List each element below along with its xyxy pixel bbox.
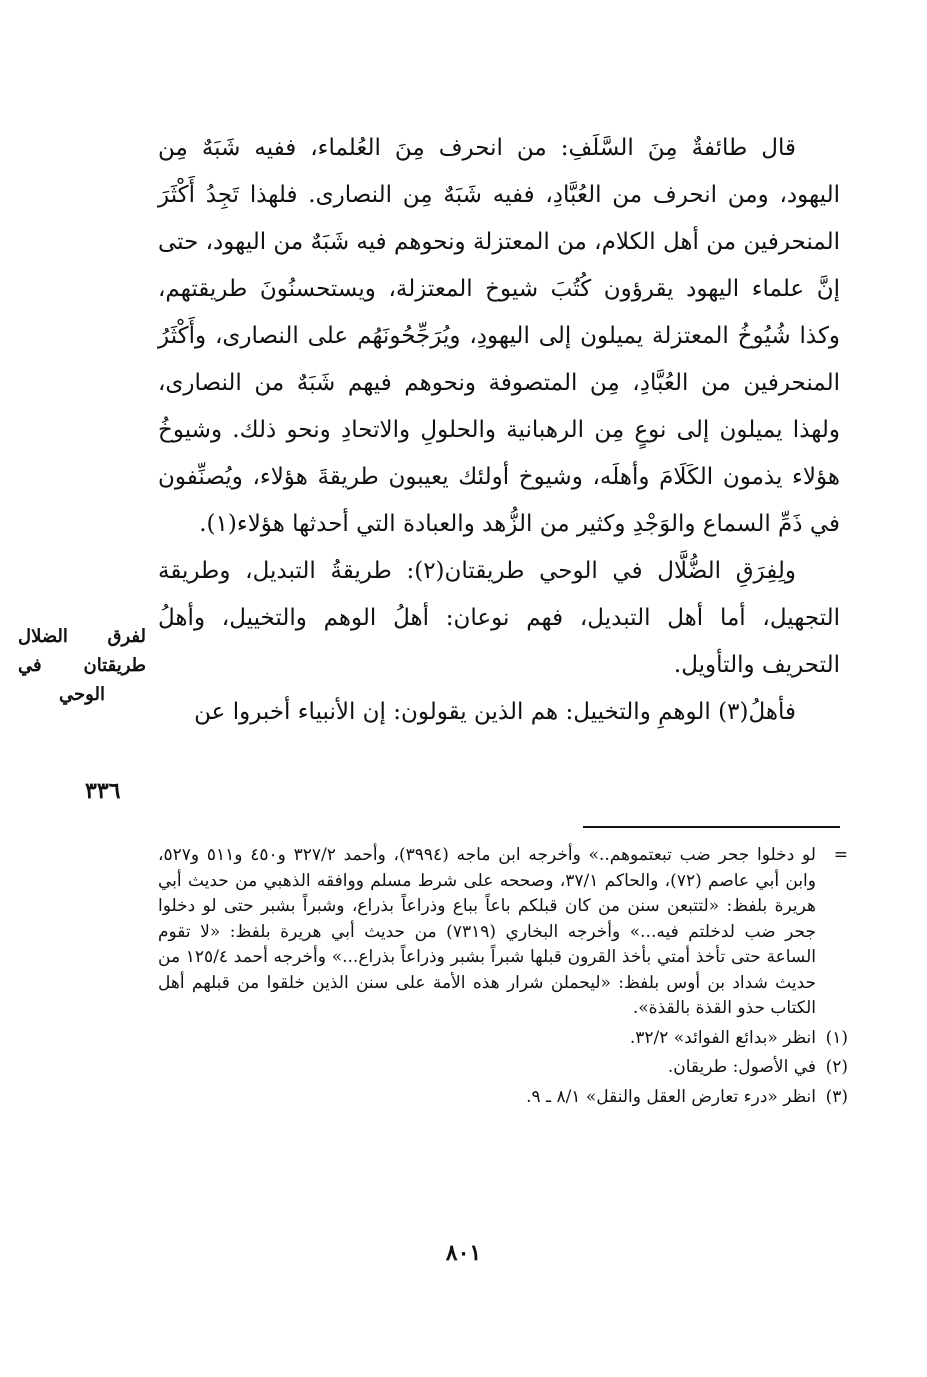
continuation-marker: = (833, 845, 848, 865)
margin-note: لفرق الضلال طريقتان في الوحي (18, 626, 146, 705)
footnote-continuation-text: لو دخلوا جحر ضب تبعتموهم..» وأخرجه ابن ماجه (٣٩٩٤)، وأحمد ٣٢٧/٢ و٤٥٠ و٥١١ و٥٢٧، وابن أبي عاصم (٧٢)، والحاكم ٣٧/١، وصححه على شرط مسلم ووافقه الذهبي من حديث أبي هريرة بلفظ: «لتتبعن سنن من كان قبلكم باعاً بباع وذراعاً بذراع، وشبراً بشبر حتى لو دخلوا جحر ضب لدخلتم فيه...» وأخرجه البخاري (٧٣١٩) من حديث أبي هريرة بلفظ: «لا تقوم الساعة حتى تأخذ أمتي بأخذ القرون قبلها شبراً بشبر وذراعاً بذراع...» وأخرجه أحمد ١٢٥/٤ من حديث شداد بن أوس بلفظ: «ليحملن شرار هذه الأمة على سنن الذين خلقوا من قبلهم أهل الكتاب حذو القذة بالقذة». (158, 845, 817, 1018)
footnote-separator (583, 826, 840, 828)
footnote-number: (٣) (825, 1086, 848, 1107)
main-text (158, 125, 840, 736)
page-number: ٨٠١ (445, 1240, 482, 1266)
footnote-text: انظر «بدائع الفوائد» ٣٢/٢. (629, 1027, 816, 1048)
paragraph-1: قال طائفةٌ مِنَ السَّلَفِ: من انحرف مِنَ العُلماء، ففيه شَبَهٌ مِن اليهود، ومن انحرف من العُبَّادِ، ففيه شَبَهٌ مِن النصارى. فلهذا تَجِدُ أَكْثَرَ المنحرفين من أهل الكلام، من المعتزلة ونحوهم فيه شَبَهٌ من اليهود، حتى إنَّ علماء اليهود يقرؤون كُتُبَ شيوخ المعتزلة، ويستحسنُونَ طريقتهم، وكذا شُيُوخُ المعتزلة يميلون إلى اليهودِ، ويُرَجِّحُونَهُم على النصارى، وأَكْثَرُ المنحرفين من العُبَّادِ، مِن المتصوفة ونحوهم فيهم شَبَهٌ من النصارى، ولهذا يميلون إلى نوعٍ مِن الرهبانية والحلولِ والاتحادِ ونحو ذلك. وشيوخُ هؤلاء يذمون الكَلَامَ وأهلَه، وشيوخ أولئك يعيبون طريقةَ هؤلاء، ويُصنِّفون في ذَمِّ السماع والوَجْدِ وكثير من الزُّهد والعبادة التي أحدثها هؤلاء(١). (157, 135, 840, 537)
footnote-3 (158, 1085, 848, 1111)
footnote-number: (١) (825, 1027, 848, 1048)
margin-section-number: ٣٣٦ (85, 778, 121, 804)
footnotes (158, 843, 848, 1110)
paragraph-3: فأهلُ(٣) الوهمِ والتخييل: هم الذين يقولون: إن الأنبياء أخبروا عن (194, 699, 796, 725)
footnote-text: في الأصول: طريقان. (667, 1057, 816, 1077)
footnote-continuation (158, 843, 848, 1022)
footnote-2 (158, 1055, 848, 1081)
paragraph-2: ولِفِرَقِ الضُّلَّال في الوحي طريقتان(٢): طريقةُ التبديل، وطريقة التجهيل، أما أهل التبديل، فهم نوعان: أهلُ الوهم والتخييل، وأهلُ التحريف والتأويل. (158, 558, 840, 678)
footnote-number: (٢) (825, 1057, 848, 1077)
footnote-text: انظر «درء تعارض العقل والنقل» ٨/١ ـ ٩. (526, 1086, 816, 1107)
footnote-1 (158, 1026, 848, 1052)
